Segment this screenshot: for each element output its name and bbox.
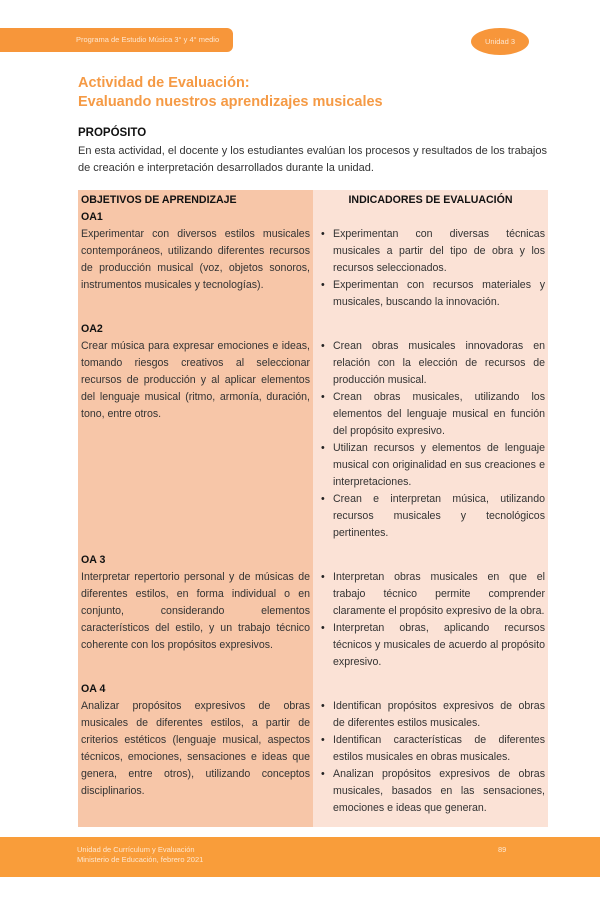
evaluation-table — [78, 190, 548, 827]
title-line-1: Actividad de Evaluación: — [78, 75, 250, 91]
indicator-list-2 — [333, 338, 545, 542]
indicator-item: • Utilizan recursos y elementos de lenguaje musical con originalidad en sus creaciones e interpretaciones. — [333, 440, 545, 491]
spacer — [0, 827, 600, 837]
indicator-item: • Crean e interpretan música, utilizando recursos musicales y tecnológicos pertinentes. — [333, 491, 545, 542]
indicator-item: • Analizan propósitos expresivos de obras musicales, basados en las sensaciones, emociones e ideas que generan. — [333, 766, 545, 817]
indicators-cell-3 — [313, 552, 548, 681]
objective-4 — [78, 681, 313, 827]
oa-code: OA 4 — [81, 683, 106, 695]
purpose-text: En esta actividad, el docente y los estudiantes evalúan los procesos y resultados de los trabajos de creación e interpretación desarrollados durante la unidad. — [78, 145, 547, 174]
oa-text: Analizar propósitos expresivos de obras musicales de diferentes estilos, a partir de criterios estéticos (lenguaje musical, aspectos técnicos, emociones, sensaciones e ideas que genera, entre otros), utilizando conceptos disciplinarios. — [81, 700, 310, 797]
oa-code: OA2 — [81, 323, 103, 335]
indicators-header: INDICADORES DE EVALUACIÓN — [313, 190, 548, 209]
indicators-cell-1 — [313, 209, 548, 321]
oa-text: Crear música para expresar emociones e ideas, tomando riesgos creativos al seleccionar recursos de producción y al aplicar elementos del lenguaje musical (ritmo, armonía, duración, tono, entre otros. — [81, 340, 310, 420]
program-header: Programa de Estudio Música 3° y 4° medio — [0, 28, 233, 52]
indicator-item: • Identifican propósitos expresivos de obras de diferentes estilos musicales. — [333, 698, 545, 732]
indicator-list-4 — [333, 698, 545, 817]
footer-ministry: Ministerio de Educación, febrero 2021 — [77, 855, 204, 864]
footer — [0, 837, 600, 877]
indicator-item: • Experimentan con recursos materiales y musicales, buscando la innovación. — [333, 277, 545, 311]
indicator-item: • Interpretan obras musicales en que el trabajo técnico permite comprender claramente el propósito expresivo de la obra. — [333, 569, 545, 620]
objective-3 — [78, 552, 313, 681]
indicator-item: • Crean obras musicales innovadoras en relación con la elección de recursos de producción musical. — [333, 338, 545, 389]
indicator-item: • Interpretan obras, aplicando recursos técnicos y musicales de acuerdo al propósito expresivo. — [333, 620, 545, 671]
page-top — [0, 0, 600, 190]
activity-title — [78, 74, 383, 112]
oa-text: Experimentar con diversos estilos musicales contemporáneos, utilizando diferentes recursos de producción musical (voz, objetos sonoros, instrumentos musicales y tecnologías). — [81, 228, 310, 291]
oa-code: OA 3 — [81, 554, 106, 566]
oa-text: Interpretar repertorio personal y de músicas de diferentes estilos, en forma individual o en conjunto, considerando elementos característicos del estilo, y un trabajo técnico coherente con los propósitos expresivos. — [81, 571, 310, 651]
title-line-2: Evaluando nuestros aprendizajes musicales — [78, 94, 383, 110]
objective-2 — [78, 321, 313, 552]
indicator-list-1 — [333, 226, 545, 311]
objective-1 — [78, 209, 313, 321]
indicator-item: • Identifican características de diferentes estilos musicales en obras musicales. — [333, 732, 545, 766]
footer-unit: Unidad de Currículum y Evaluación — [77, 845, 195, 854]
indicator-list-3 — [333, 569, 545, 671]
oa-code: OA1 — [81, 211, 103, 223]
indicators-cell-4 — [313, 681, 548, 827]
page-number: 89 — [498, 845, 507, 854]
indicator-item: • Crean obras musicales, utilizando los elementos del lenguaje musical en función del propósito expresivo. — [333, 389, 545, 440]
objectives-header: OBJETIVOS DE APRENDIZAJE — [78, 190, 313, 209]
indicator-item: • Experimentan con diversas técnicas musicales a partir del tipo de obra y los recursos seleccionados. — [333, 226, 545, 277]
purpose-heading: PROPÓSITO — [78, 127, 147, 139]
unit-badge: Unidad 3 — [471, 28, 529, 55]
indicators-cell-2 — [313, 321, 548, 552]
